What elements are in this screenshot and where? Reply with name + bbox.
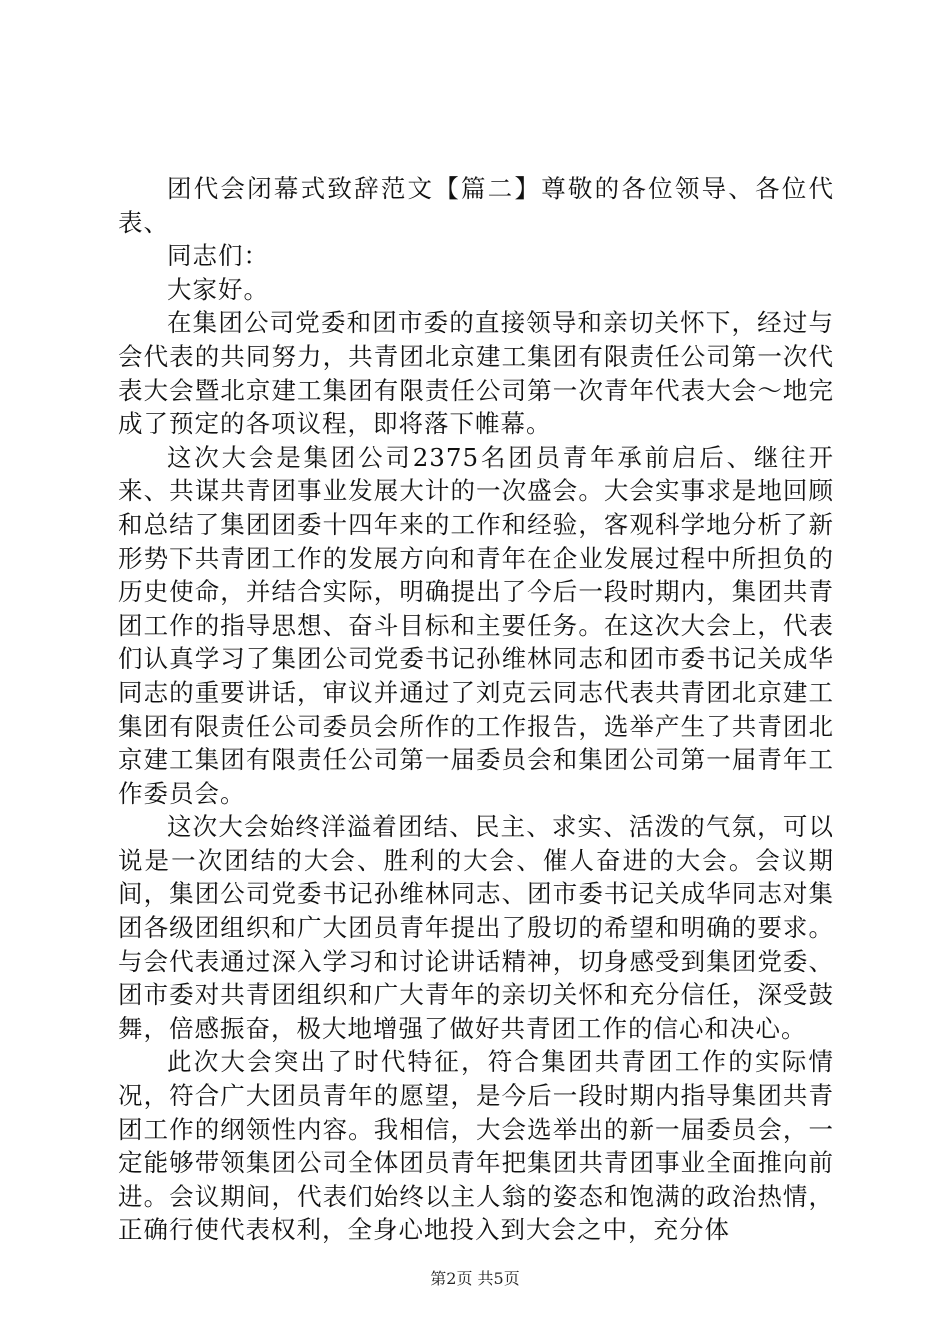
paragraph-salutation: 同志们： bbox=[167, 241, 269, 271]
page-footer: 第2页 共5页 bbox=[430, 1269, 520, 1288]
paragraph-hello: 大家好。 bbox=[167, 274, 269, 304]
paragraph-title-greeting: 团代会闭幕式致辞范文【篇二】尊敬的各位领导、各位代表、 bbox=[118, 174, 834, 237]
paragraph-meeting-summary: 这次大会是集团公司2375名团员青年承前启后、继往开来、共谋共青团事业发展大计的一次盛会。大会实事求是地回顾和总结了集团团委十四年来的工作和经验，客观科学地分析了新形势下共青团工作的发展方向和青年在企业发展过程中所担负的历史使命，并结合实际，明确提出了今后一段时期内，集团共青团工作的指导思想、奋斗目标和主要任务。在这次大会上，代表们认真学习了集团公司党委书记孙维林同志和团市委书记关成华同志的重要讲话，审议并通过了刘克云同志代表共青团北京建工集团有限责任公司委员会所作的工作报告，选举产生了共青团北京建工集团有限责任公司第一届委员会和集团公司第一届青年工作委员会。 bbox=[118, 442, 834, 808]
document-body bbox=[118, 172, 834, 1247]
paragraph-atmosphere: 这次大会始终洋溢着团结、民主、求实、活泼的气氛，可以说是一次团结的大会、胜利的大会、催人奋进的大会。会议期间，集团公司党委书记孙维林同志、团市委书记关成华同志对集团各级团组织和广大团员青年提出了殷切的希望和明确的要求。与会代表通过深入学习和讨论讲话精神，切身感受到集团党委、团市委对共青团组织和广大青年的亲切关怀和充分信任，深受鼓舞，倍感振奋，极大地增强了做好共青团工作的信心和决心。 bbox=[118, 812, 834, 1043]
paragraph-opening: 在集团公司党委和团市委的直接领导和亲切关怀下，经过与会代表的共同努力，共青团北京建工集团有限责任公司第一次代表大会暨北京建工集团有限责任公司第一次青年代表大会～地完成了预定的各项议程，即将落下帷幕。 bbox=[118, 308, 834, 439]
paragraph-significance: 此次大会突出了时代特征，符合集团共青团工作的实际情况，符合广大团员青年的愿望，是今后一段时期内指导集团共青团工作的纲领性内容。我相信，大会选举出的新一届委员会，一定能够带领集团公司全体团员青年把集团共青团事业全面推向前进。会议期间，代表们始终以主人翁的姿态和饱满的政治热情，正确行使代表权利，全身心地投入到大会之中，充分体 bbox=[118, 1047, 834, 1245]
